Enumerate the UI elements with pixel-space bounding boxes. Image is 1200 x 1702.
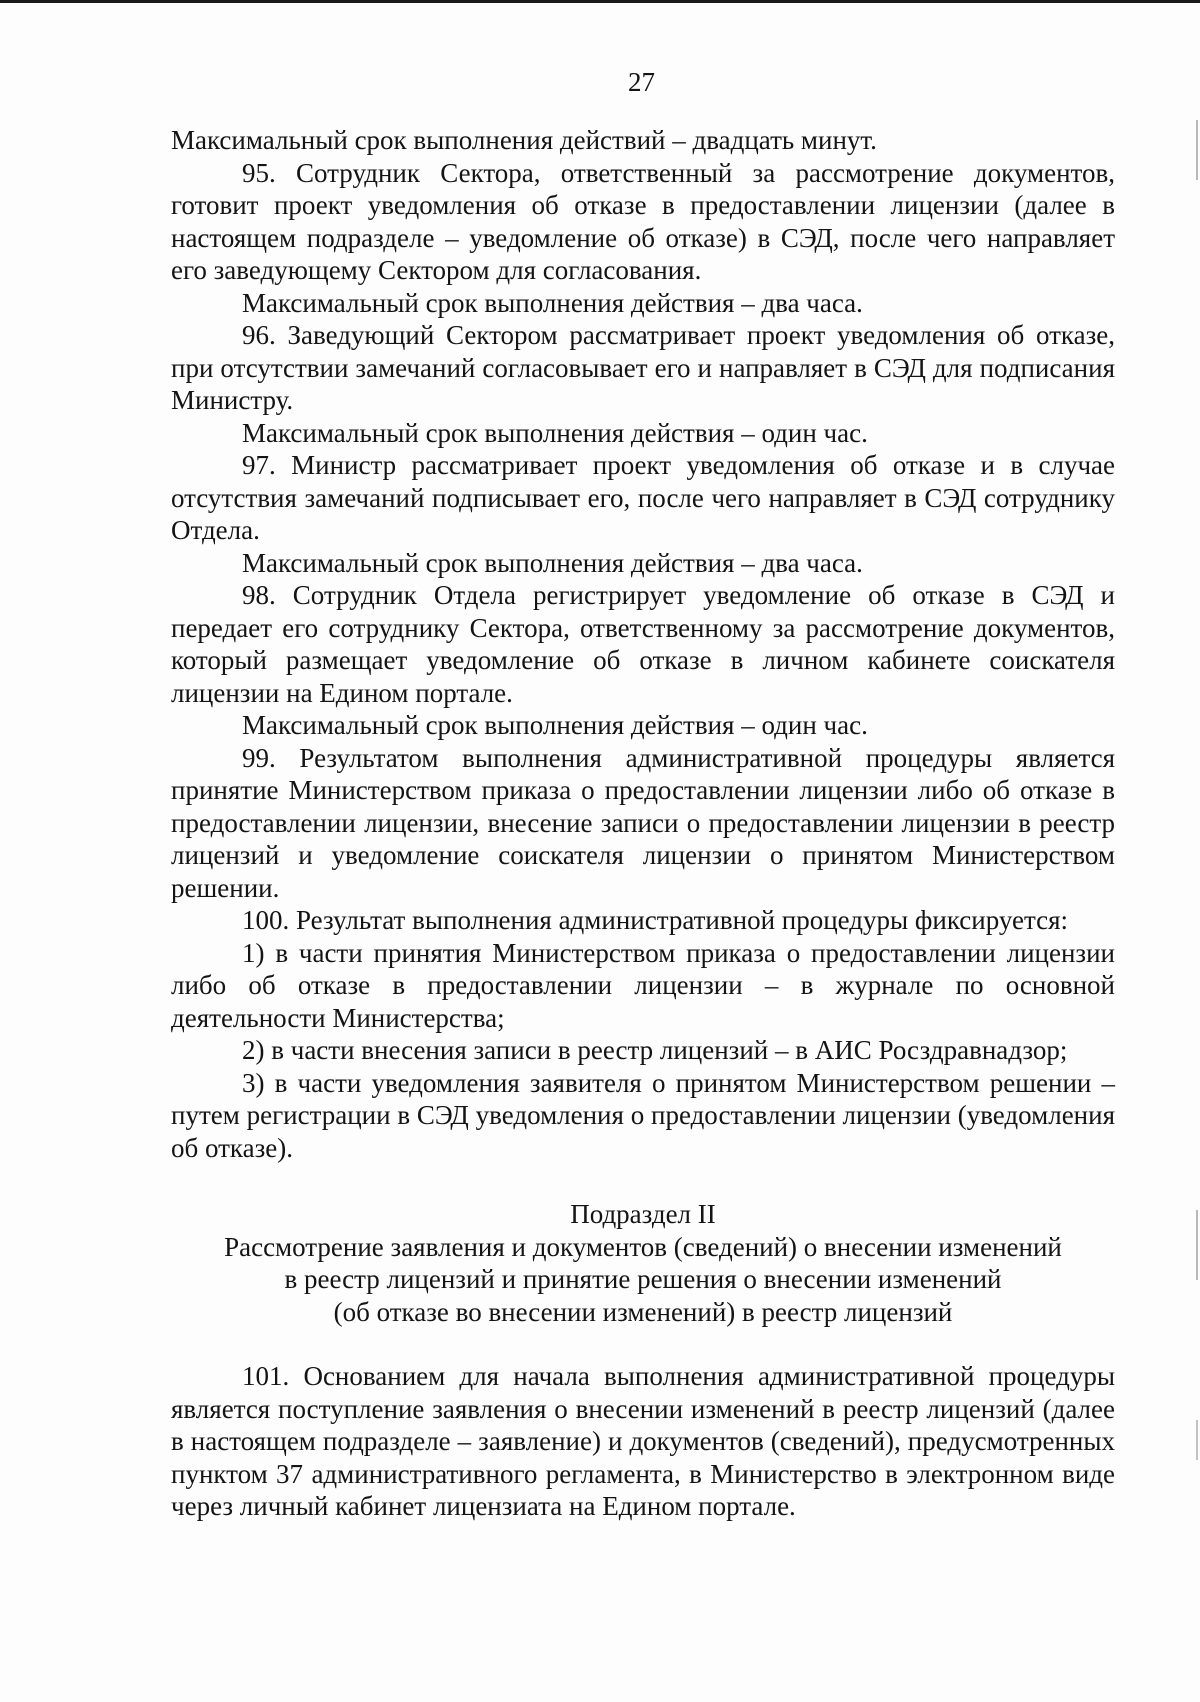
- list-item: 1) в части принятия Министерством приказа о предоставлении лицензии либо об отказе в предоставлении лицензии – в журнале по основной деятельности Министерства;: [171, 937, 1115, 1033]
- paragraph: Максимальный срок выполнения действий – двадцать минут.: [171, 125, 877, 155]
- section-heading: [171, 1198, 1115, 1328]
- scan-edge-mark: [1196, 120, 1198, 180]
- paragraph: Максимальный срок выполнения действия – два часа.: [242, 287, 863, 318]
- paragraph: 101. Основанием для начала выполнения административной процедуры является поступление заявления о внесении изменений в реестр лицензий (далее в настоящем подразделе – заявление) и документов (сведений), предусмотренных пунктом 37 административного регламента, в Министерство в электронном виде через личный кабинет лицензиата на Едином портале.: [171, 1361, 1115, 1521]
- paragraph: 96. Заведующий Сектором рассматривает проект уведомления об отказе, при отсутствии замечаний согласовывает его и направляет в СЭД для подписания Министру.: [171, 320, 1115, 415]
- paragraph: 95. Сотрудник Сектора, ответственный за рассмотрение документов, готовит проект уведомления об отказе в предоставлении лицензии (далее в настоящем подразделе – уведомление об отказе) в СЭД, после чего направляет его заведующему Сектором для согласования.: [171, 157, 1115, 285]
- paragraph: 97. Министр рассматривает проект уведомления об отказе и в случае отсутствия замечаний подписывает его, после чего направляет в СЭД сотруднику Отдела.: [171, 450, 1115, 545]
- paragraph: Максимальный срок выполнения действия – два часа.: [242, 547, 863, 578]
- section-title-line: (об отказе во внесении изменений) в реестр лицензий: [333, 1296, 953, 1327]
- list-item: 2) в части внесения записи в реестр лицензий – в АИС Росздравнадзор;: [242, 1035, 1068, 1065]
- section-title-line: Рассмотрение заявления и документов (сведений) о внесении изменений: [224, 1231, 1062, 1262]
- page-number: 27: [628, 67, 655, 97]
- paragraph: 100. Результат выполнения административной процедуры фиксируется:: [242, 905, 1069, 935]
- scan-edge-mark: [1196, 1210, 1198, 1280]
- section-title-line: в реестр лицензий и принятие решения о внесении изменений: [284, 1264, 1002, 1294]
- scan-top-edge: [0, 0, 1200, 3]
- document-body: [171, 124, 1115, 1523]
- paragraph: Максимальный срок выполнения действия – один час.: [242, 417, 868, 448]
- paragraph: 99. Результатом выполнения административной процедуры является принятие Министерством приказа о предоставлении лицензии либо об отказе в предоставлении лицензии, внесение записи о предоставлении лицензии в реестр лицензий и уведомление соискателя лицензии о принятом Министерством решении.: [171, 742, 1115, 903]
- section-label: Подраздел II: [570, 1199, 716, 1229]
- list-item: 3) в части уведомления заявителя о принятом Министерством решении – путем регистрации в СЭД уведомления о предоставлении лицензии (уведомления об отказе).: [171, 1067, 1115, 1163]
- scan-edge-mark: [1196, 1420, 1198, 1460]
- paragraph: Максимальный срок выполнения действия – один час.: [242, 710, 868, 740]
- paragraph: 98. Сотрудник Отдела регистрирует уведомление об отказе в СЭД и передает его сотруднику Сектора, ответственному за рассмотрение документов, который размещает уведомление об отказе в личном кабинете соискателя лицензии на Едином портале.: [171, 580, 1115, 708]
